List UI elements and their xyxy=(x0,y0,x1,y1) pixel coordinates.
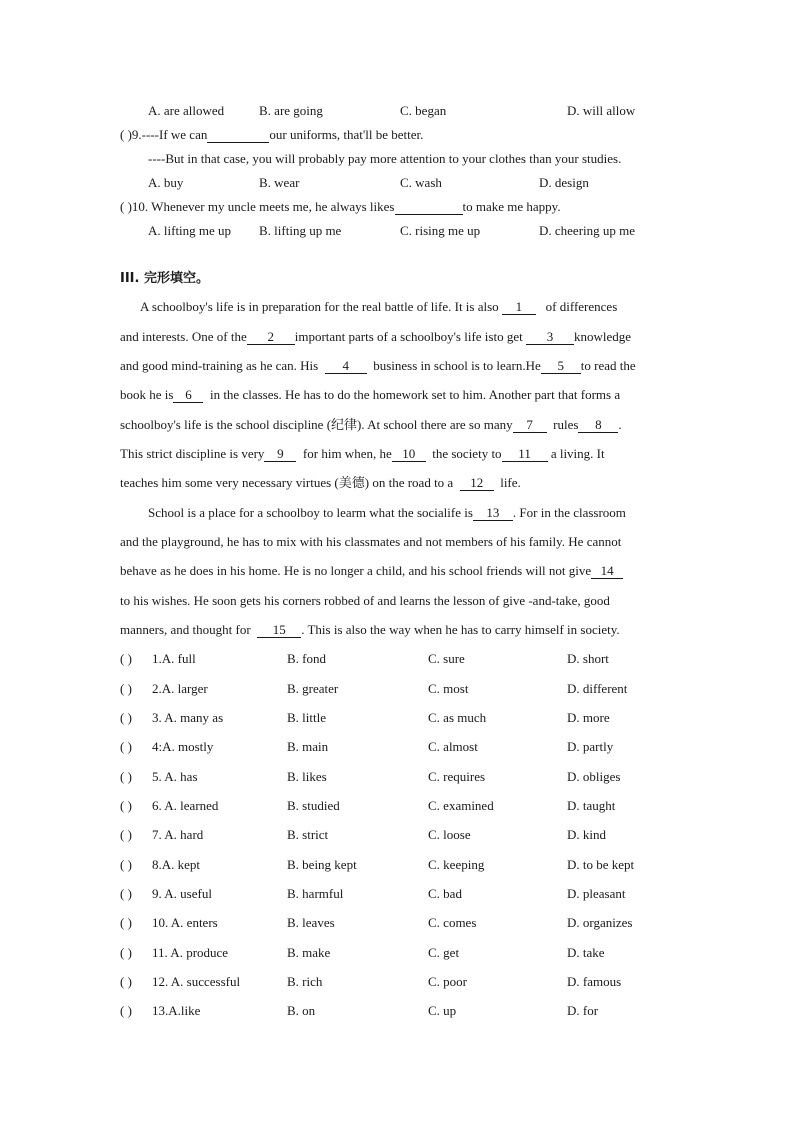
question-stem-option-a: 4:A. mostly xyxy=(152,739,214,754)
answer-blank[interactable] xyxy=(395,200,463,215)
passage-line: behave as he does in his home. He is no longer a child, and his school friends will not give 14 xyxy=(120,563,623,579)
option-c: C. wash xyxy=(400,175,442,190)
option-d: D. organizes xyxy=(567,915,633,930)
answer-blank[interactable] xyxy=(207,128,269,143)
option-b: B. strict xyxy=(287,827,329,842)
blank-13[interactable]: 13 xyxy=(473,506,513,521)
blank-10[interactable]: 10 xyxy=(392,447,426,462)
option-b: B. are going xyxy=(259,103,323,118)
option-c: C. requires xyxy=(428,769,486,784)
option-c: C. sure xyxy=(428,651,465,666)
answer-parenthesis[interactable]: ( ) xyxy=(120,199,132,214)
option-a: A. are allowed xyxy=(148,103,225,118)
question-stem-option-a: 6. A. learned xyxy=(152,798,219,813)
option-c: C. get xyxy=(428,945,460,960)
option-a: A. buy xyxy=(148,175,184,190)
option-d: D. famous xyxy=(567,974,622,989)
option-b: B. little xyxy=(287,710,326,725)
option-b: B. greater xyxy=(287,681,339,696)
blank-7[interactable]: 7 xyxy=(513,418,547,433)
option-d: D. partly xyxy=(567,739,614,754)
answer-parenthesis[interactable]: ( ) xyxy=(120,651,132,666)
answer-parenthesis[interactable]: ( ) xyxy=(120,681,132,696)
option-b: B. lifting up me xyxy=(259,223,342,238)
blank-11[interactable]: 11 xyxy=(502,447,548,462)
passage-line: teaches him some very necessary virtues (美德) on the road to a 12 life. xyxy=(120,475,521,490)
option-d: D. take xyxy=(567,945,605,960)
passage-line: and interests. One of the 2 important parts of a schoolboy's life isto get 3 knowledge xyxy=(120,329,632,344)
passage-line: This strict discipline is very 9 for him when, he 10 the society to 11 a living. It xyxy=(120,446,605,461)
answer-parenthesis[interactable]: ( ) xyxy=(120,127,132,142)
passage-line: A schoolboy's life is in preparation for the real battle of life. It is also 1 of differences xyxy=(140,299,618,314)
passage-line: to his wishes. He soon gets his corners robbed of and learns the lesson of give -and-take, good xyxy=(120,593,610,608)
passage-line: and the playground, he has to mix with his classmates and not members of his family. He cannot xyxy=(120,534,622,549)
option-d: D. different xyxy=(567,681,628,696)
option-d: D. for xyxy=(567,1003,599,1018)
answer-parenthesis[interactable]: ( ) xyxy=(120,710,132,725)
answer-parenthesis[interactable]: ( ) xyxy=(120,739,132,754)
option-b: B. being kept xyxy=(287,857,357,872)
question-stem-option-a: 7. A. hard xyxy=(152,827,204,842)
option-c: C. rising me up xyxy=(400,223,481,238)
question-stem-option-a: 10. A. enters xyxy=(152,915,218,930)
answer-parenthesis[interactable]: ( ) xyxy=(120,974,132,989)
option-d: D. pleasant xyxy=(567,886,626,901)
option-b: B. on xyxy=(287,1003,316,1018)
question-stem-option-a: 8.A. kept xyxy=(152,857,201,872)
blank-9[interactable]: 9 xyxy=(264,447,296,462)
question-stem-option-a: 3. A. many as xyxy=(152,710,224,725)
answer-parenthesis[interactable]: ( ) xyxy=(120,1003,132,1018)
option-b: B. leaves xyxy=(287,915,335,930)
option-c: C. bad xyxy=(428,886,462,901)
option-c: C. examined xyxy=(428,798,494,813)
blank-1[interactable]: 1 xyxy=(502,300,536,315)
passage-line: School is a place for a schoolboy to learm what the socialife is 13 . For in the classroom xyxy=(148,505,626,520)
question-stem-option-a: 12. A. successful xyxy=(152,974,241,989)
option-c: C. comes xyxy=(428,915,477,930)
blank-3[interactable]: 3 xyxy=(526,330,574,345)
option-d: D. cheering up me xyxy=(539,223,636,238)
option-d: D. kind xyxy=(567,827,606,842)
question-stem-option-a: 11. A. produce xyxy=(152,945,229,960)
option-c: C. most xyxy=(428,681,469,696)
section-heading: III. 完形填空。 xyxy=(120,271,209,286)
option-d: D. will allow xyxy=(567,103,636,118)
q10-stem: ( )10. Whenever my uncle meets me, he always likes to make me happy. xyxy=(120,199,561,214)
blank-5[interactable]: 5 xyxy=(541,359,581,374)
option-b: B. main xyxy=(287,739,329,754)
blank-15[interactable]: 15 xyxy=(257,623,301,638)
blank-4[interactable]: 4 xyxy=(325,359,367,374)
passage-line: and good mind-training as he can. His 4 business in school is to learn.He 5 to read the xyxy=(120,358,636,373)
option-b: B. fond xyxy=(287,651,326,666)
option-b: B. wear xyxy=(259,175,300,190)
option-b: B. studied xyxy=(287,798,340,813)
option-a: A. lifting me up xyxy=(148,223,232,238)
question-stem-option-a: 1.A. full xyxy=(152,651,196,666)
question-stem-option-a: 9. A. useful xyxy=(152,886,212,901)
option-c: C. as much xyxy=(428,710,487,725)
option-b: B. likes xyxy=(287,769,327,784)
question-stem-option-a: 13.A.like xyxy=(152,1003,201,1018)
blank-14[interactable]: 14 xyxy=(591,564,623,579)
q9-reply: ----But in that case, you will probably pay more attention to your clothes than your studies. xyxy=(148,151,622,166)
answer-parenthesis[interactable]: ( ) xyxy=(120,857,132,872)
option-d: D. obliges xyxy=(567,769,621,784)
question-stem-option-a: 5. A. has xyxy=(152,769,198,784)
option-c: C. began xyxy=(400,103,447,118)
option-c: C. almost xyxy=(428,739,478,754)
passage-line: schoolboy's life is the school discipline (纪律). At school there are so many 7 rules 8 . xyxy=(120,417,622,432)
option-d: D. more xyxy=(567,710,610,725)
option-d: D. taught xyxy=(567,798,616,813)
option-c: C. up xyxy=(428,1003,457,1018)
blank-2[interactable]: 2 xyxy=(247,330,295,345)
answer-parenthesis[interactable]: ( ) xyxy=(120,915,132,930)
blank-6[interactable]: 6 xyxy=(173,388,203,403)
option-d: D. short xyxy=(567,651,609,666)
passage-line: manners, and thought for 15 . This is also the way when he has to carry himself in society. xyxy=(120,622,620,637)
answer-parenthesis[interactable]: ( ) xyxy=(120,886,132,901)
answer-parenthesis[interactable]: ( ) xyxy=(120,769,132,784)
blank-8[interactable]: 8 xyxy=(578,418,618,433)
question-stem-option-a: 2.A. larger xyxy=(152,681,208,696)
option-b: B. rich xyxy=(287,974,323,989)
q9-stem: ( )9.----If we can our uniforms, that'll be better. xyxy=(120,127,424,142)
option-b: B. make xyxy=(287,945,331,960)
blank-12[interactable]: 12 xyxy=(460,476,494,491)
option-c: C. keeping xyxy=(428,857,485,872)
option-c: C. poor xyxy=(428,974,467,989)
option-d: D. design xyxy=(539,175,589,190)
option-c: C. loose xyxy=(428,827,471,842)
passage-line: book he is 6 in the classes. He has to do the homework set to him. Another part that forms a xyxy=(120,387,621,402)
option-d: D. to be kept xyxy=(567,857,635,872)
answer-parenthesis[interactable]: ( ) xyxy=(120,945,132,960)
answer-parenthesis[interactable]: ( ) xyxy=(120,798,132,813)
option-b: B. harmful xyxy=(287,886,344,901)
answer-parenthesis[interactable]: ( ) xyxy=(120,827,132,842)
